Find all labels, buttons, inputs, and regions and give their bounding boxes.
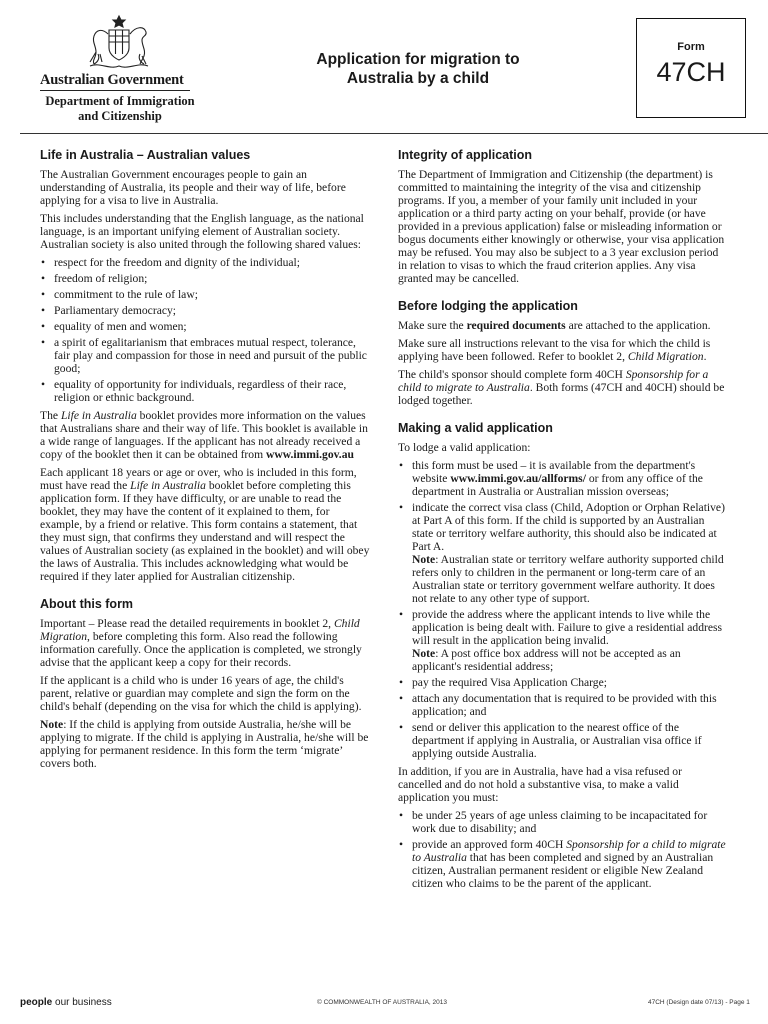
page-footer xyxy=(0,994,768,1014)
booklet-title: Life in Australia xyxy=(60,409,137,422)
list-item xyxy=(412,608,728,673)
paragraph: In addition, if you are in Australia, have had a visa refused or cancelled and do not hold a substantive visa, to make a valid application you must: xyxy=(398,765,682,804)
values-list xyxy=(40,256,370,404)
section-about-this-form xyxy=(40,597,370,770)
text: that has been completed and signed by an Australian citizen, Australian permanent resident or eligible New Zealand citizen who claims to be the parent of the applicant. xyxy=(412,851,714,890)
booklet-title: Child Migration xyxy=(627,350,704,363)
section-valid-application xyxy=(398,421,728,890)
text: . Both forms (47CH and 40CH) should be lodged together. xyxy=(398,381,725,407)
text: this form must be used – it is available from the department's website xyxy=(412,459,696,485)
requirements-list xyxy=(398,459,728,760)
paragraph xyxy=(40,617,370,669)
department-line-1: Department of Immigration xyxy=(45,94,195,108)
paragraph: The Department of Immigration and Citizenship (the department) is committed to maintaining the integrity of the visa and citizenship programs. If you, a member of your family unit included in your application or a third party acting on your behalf, provide (or have provided in a previous application) false or misleading information or bogus documents either knowingly or otherwise, your visa application may be refused. You may also be subject to a 3 year exclusion period in relation to visas to which the fraud criterion applies. Any visa granted may be cancelled. xyxy=(398,168,725,285)
text: : A post office box address will not be accepted as an applicant's residential address; xyxy=(412,647,681,673)
section-heading: Life in Australia – Australian values xyxy=(40,148,251,162)
text: , before completing this form. Also read the following information carefully. Once the application is completed, we strongly advise that the applicant keep a copy for their records. xyxy=(40,630,362,669)
paragraph: If the applicant is a child who is under 16 years of age, the child's parent, relative or guardian may complete and sign the form on the child's behalf (depending on the visa for which the child is applying). xyxy=(40,674,362,713)
booklet-title: Life in Australia xyxy=(130,479,206,492)
text: . xyxy=(703,350,707,363)
paragraph xyxy=(398,368,728,407)
list-item xyxy=(412,838,728,890)
header-divider xyxy=(20,133,768,134)
text: The xyxy=(40,409,61,422)
form-number-box xyxy=(636,18,746,118)
list-item: • freedom of religion; xyxy=(54,272,370,285)
title-line-1: Application for migration to xyxy=(316,51,520,68)
list-item xyxy=(412,501,728,605)
list-item: • a spirit of egalitarianism that embraces mutual respect, tolerance, fair play and compassion for those in need and pursuit of the public good; xyxy=(54,336,370,375)
form-number: 47CH xyxy=(656,57,726,87)
list-item: • Parliamentary democracy; xyxy=(54,304,370,317)
form-title-ref: Sponsorship for a child to migrate to Australia xyxy=(398,368,709,394)
department-name xyxy=(40,94,200,124)
list-item: • send or deliver this application to the nearest office of the department if applying in Australia, or Australian visa office if applying outside Australia. xyxy=(412,721,728,760)
text: indicate the correct visa class (Child, Adoption or Orphan Relative) at Part A of this form. If the child is supported by an Australian state or territory welfare authority, this should also be indicated at Part A. xyxy=(412,501,725,553)
text: provide the address where the applicant intends to live while the application is being dealt with. Failure to give a residential address will result in the application being invalid. xyxy=(412,608,723,647)
footer-brand xyxy=(20,997,112,1008)
title-line-2: Australia by a child xyxy=(346,70,490,87)
text: or from any office of the department in Australia or Australian mission overseas; xyxy=(412,472,703,498)
paragraph xyxy=(398,319,728,332)
additional-requirements-list xyxy=(398,809,728,890)
list-item: • respect for the freedom and dignity of the individual; xyxy=(54,256,370,269)
government-name: Australian Government xyxy=(40,72,184,88)
text: Important – Please read the detailed requirements in booklet 2, xyxy=(40,617,334,630)
list-item: • equality of men and women; xyxy=(54,320,370,333)
text: booklet before completing this application form. If they have difficulty, or are unable to read the booklet, they may have the content of it explained to them, for example, by a friend or relative. This form contains a statement, that they must sign, that confirms they understand and will respect the values of Australian society (as explained in the booklet) and will obey the laws of Australia. This includes acknowledging what would be required if they later applied for Australian citizenship. xyxy=(40,479,370,583)
right-column xyxy=(398,148,728,904)
section-before-lodging xyxy=(398,299,728,407)
required-documents-label: required documents xyxy=(466,319,566,332)
website-link[interactable]: www.immi.gov.au xyxy=(266,448,354,461)
text: The child's sponsor should complete form 40CH xyxy=(398,368,626,381)
form-title-ref: Sponsorship for a child to migrate to Australia xyxy=(412,838,726,864)
section-heading: Before lodging the application xyxy=(398,299,578,313)
form-label: Form xyxy=(677,41,705,53)
paragraph xyxy=(40,409,370,461)
list-item xyxy=(412,459,728,498)
paragraph xyxy=(40,718,370,770)
list-item: • be under 25 years of age unless claiming to be incapacitated for work due to disability; and xyxy=(412,809,728,835)
section-heading: Integrity of application xyxy=(398,148,533,162)
text: Each applicant 18 years or age or over, who is included in this form, must have read the xyxy=(40,466,357,492)
footer-page-number: 47CH (Design date 07/13) - Page 1 xyxy=(648,999,750,1006)
text: : Australian state or territory welfare authority supported child refers only to children in the permanent or long-term care of an Australian state or territory government welfare authority. It does not relate to any other type of support. xyxy=(412,553,724,605)
section-australian-values xyxy=(40,148,370,583)
text: : If the child is applying from outside Australia, he/she will be applying to migrate. If the child is applying in Australia, he/she will be applying for permanent residence. In this form the term ‘migrate’ covers both. xyxy=(40,718,369,770)
paragraph: This includes understanding that the English language, as the national language, is an important unifying element of Australian society. Australian society is also united through the following shared values: xyxy=(40,212,364,251)
text: provide an approved form 40CH xyxy=(412,838,567,851)
note-label: Note xyxy=(412,553,436,566)
text: Make sure all instructions relevant to the visa for which the child is applying have been followed. Refer to booklet 2, xyxy=(398,337,711,363)
page-header xyxy=(0,0,768,135)
section-heading: About this form xyxy=(40,597,134,611)
brand-bold: people xyxy=(20,997,53,1008)
left-column xyxy=(40,148,370,784)
footer-copyright: © COMMONWEALTH OF AUSTRALIA, 2013 xyxy=(317,999,447,1006)
paragraph xyxy=(398,337,728,363)
note-label: Note xyxy=(412,647,436,660)
section-integrity xyxy=(398,148,728,285)
website-link[interactable]: www.immi.gov.au/allforms/ xyxy=(450,472,586,485)
government-divider xyxy=(40,90,190,91)
section-heading: Making a valid application xyxy=(398,421,553,435)
department-line-2: and Citizenship xyxy=(78,109,162,123)
list-item: • attach any documentation that is required to be provided with this application; and xyxy=(412,692,728,718)
paragraph xyxy=(40,466,370,583)
page-title xyxy=(288,50,548,88)
list-item: • equality of opportunity for individuals, regardless of their race, religion or ethnic background. xyxy=(54,378,370,404)
text: are attached to the application. xyxy=(565,319,711,332)
paragraph: To lodge a valid application: xyxy=(398,441,531,454)
booklet-title: Child Migration xyxy=(40,617,360,643)
list-item: • pay the required Visa Application Charge; xyxy=(412,676,728,689)
text: booklet provides more information on the values that Australians share and their way of life. This booklet is available in a wide range of languages. If the applicant has not already received a copy of the booklet then it can be obtained from xyxy=(40,409,368,461)
brand-rest: our business xyxy=(52,997,112,1008)
text: Make sure the xyxy=(398,319,467,332)
paragraph: The Australian Government encourages people to gain an understanding of Australia, its people and their way of life, before applying for a visa to live in Australia. xyxy=(40,168,346,207)
coat-of-arms-icon xyxy=(84,14,154,72)
note-label: Note xyxy=(40,718,64,731)
list-item: • commitment to the rule of law; xyxy=(54,288,370,301)
